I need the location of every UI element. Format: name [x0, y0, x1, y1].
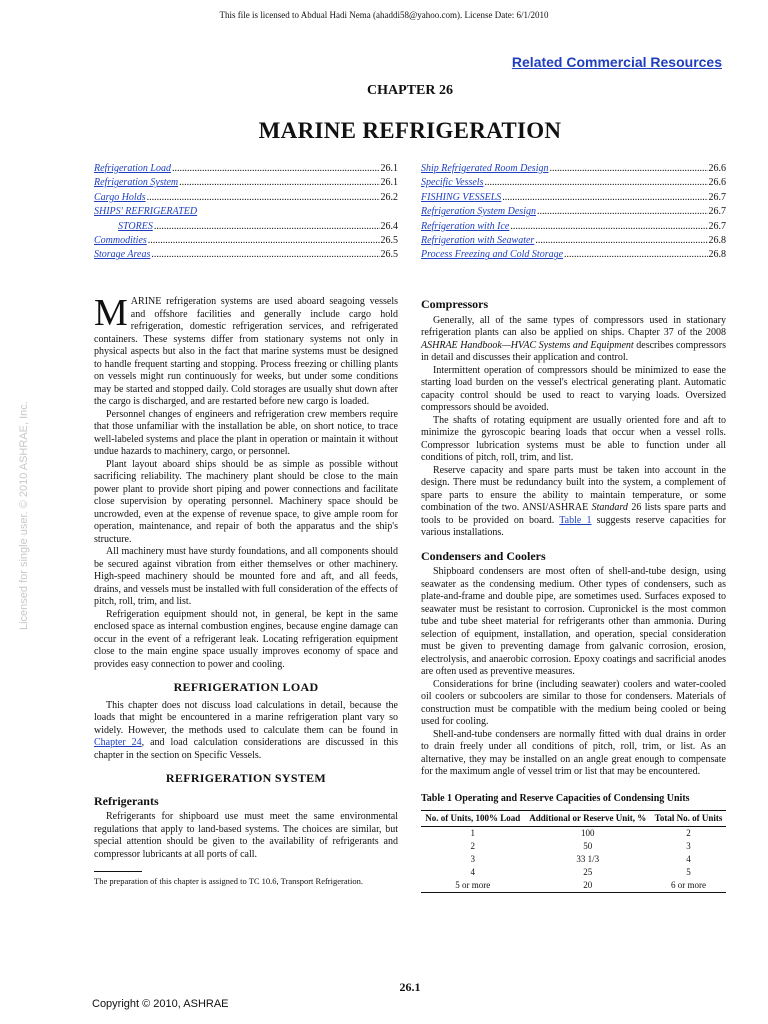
capacity-table [421, 810, 726, 893]
table-row: 5 or more 20 6 or more [421, 879, 726, 893]
toc-item[interactable]: Refrigeration System Design ..... 26.7 [421, 205, 726, 219]
section-heading-system: REFRIGERATION SYSTEM [165, 771, 327, 785]
left-column [94, 292, 398, 887]
footnote: The preparation of this chapter is assigned to TC 10.6, Transport Refrigeration. [94, 876, 363, 886]
toc-item[interactable]: SHIPS' REFRIGERATED [94, 206, 198, 218]
paragraph: Intermittent operation of compressors should be minimized to ease the starting load burden on the vessel's electrical generating plant. Automatic capacity control should be used to react to varying loads. Oversized compressors should be avoided. [421, 364, 726, 413]
paragraph: All machinery must have sturdy foundations, and all components should be secured against vibration from either themselves or other machinery. High-speed machinery should be mounted fore and aft, and all feeds, drains, and vessels must be installed with full consideration of the effects of pitch, roll, trim, and list. [94, 546, 398, 607]
toc-item[interactable]: Specific Vessels ..... 26.6 [421, 176, 726, 190]
paragraph: Plant layout aboard ships should be as simple as possible without sacrificing reliability. The machinery plant should be close to the main power plant to provide short piping and power connections and facilitate close supervision by operating personnel. Machinery space should be uncrowded, even at the expense of revenue space, to give ample room for operation, maintenance, and repair of both the apparatus and the ship's structure. [94, 458, 398, 545]
drop-cap: M [94, 292, 128, 334]
paragraph: This chapter does not discuss load calculations in detail, because the loads that might be encountered in a marine refrigeration plant vary so widely. However, the methods used to calculate them can be found in Chapter 24, and load calculation considerations are discussed in this chapter in the section on Specific Vessels. [94, 699, 398, 761]
toc-item[interactable]: Refrigeration Load ..... 26.1 [94, 162, 398, 176]
table-row: 4 25 5 [470, 867, 691, 877]
right-column [421, 298, 726, 893]
paragraph: Generally, all of the same types of compressors used in stationary refrigeration plants can also be applied on ships. Chapter 37 of the 2008 ASHRAE Handbook—HVAC Systems and Equipment describes compressors in detail and discusses their application and control. [421, 314, 726, 363]
paragraph: Shipboard condensers are most often of shell-and-tube design, using seawater as the condensing medium. Other types of condensers, such as plate-and-frame and double pipe, are sometimes used. Surfaces exposed to seawater must be resistant to corrosion. Cupronickel is the most common tube and tube sheet material for refrigerants other than ammonia. During selection of equipment, installation, and operation, special consideration must be given to preventing damage from galvanic corrosion, erosion, electrolysis, and anaerobic corrosion. Epoxy coatings and sacrificial anodes are often used as preventive measures. [421, 566, 726, 677]
toc-item[interactable]: Refrigeration with Ice ..... 26.7 [421, 220, 726, 234]
section-heading-load: REFRIGERATION LOAD [173, 680, 319, 694]
table-row: 2 50 3 [470, 841, 691, 851]
toc-left [94, 162, 398, 263]
license-notice: This file is licensed to Abdual Hadi Nema (ahaddi58@yahoo.com). License Date: 6/1/2010 [219, 10, 549, 20]
intro-paragraph: MARINE refrigeration systems are used aboard seagoing vessels and offshore facilities and generally include cargo hold refrigeration, domestic refrigeration services, and refrigerated containers. These systems differ from stationary systems not only in physical aspects but also in the fact that marine systems must be designed to handle frequent starting and stopping. Process freezing or chilling plants on vessels might run continuously for weeks, but under some conditions may be started and stopped daily. Cold storages are usually shut down after the cargo is discharged, and are restarted before new cargo is loaded. [94, 292, 398, 407]
license-watermark: Licensed for single user. © 2010 ASHRAE, Inc. [18, 401, 30, 630]
subheading-condensers: Condensers and Coolers [421, 548, 546, 563]
toc-item[interactable]: FISHING VESSELS ..... 26.7 [421, 191, 726, 205]
table-header: No. of Units, 100% Load [421, 811, 524, 827]
paragraph: Reserve capacity and spare parts must be taken into account in the design. There must be redundancy built into the system, a complement of spare parts to ensure the ability to maintain temperature, or some combination of the two. ANSI/ASHRAE Standard 26 lists spare parts and tools to be provided on board. Table 1 suggests reserve capacities for various installations. [421, 464, 727, 538]
chapter-number: CHAPTER 26 [367, 83, 453, 98]
paragraph: The shafts of rotating equipment are usually oriented fore and aft to minimize the gyroscopic bearing loads that occur when a vessel rolls. Compressor lubrication systems must be able to function under all conditions of pitch, roll, trim, and list. [421, 414, 726, 463]
toc-item[interactable]: Ship Refrigerated Room Design ..... 26.6 [421, 162, 726, 176]
table-row: 1 100 2 [470, 828, 691, 838]
paragraph: Considerations for brine (including seawater) coolers and water-cooled oil coolers or subcoolers are similar to those for condensers. Materials of construction must be compatible with the medium being cooled or being used for cooling. [421, 678, 726, 727]
toc-right [421, 162, 726, 263]
related-resources-link[interactable]: Related Commercial Resources [511, 54, 722, 70]
toc-item[interactable]: Commodities ..... 26.5 [94, 234, 398, 248]
toc-item[interactable]: Process Freezing and Cold Storage ..... 26.8 [421, 248, 726, 262]
footnote-rule [94, 871, 142, 872]
subheading-refrigerants: Refrigerants [94, 793, 159, 808]
table-header: Total No. of Units [651, 811, 726, 827]
paragraph: Shell-and-tube condensers are normally fitted with dual drains in order to drain freely under all conditions of pitch, roll, trim, or list. As an alternative, they may be installed on an angle great enough to compensate for the maximum angle of vessel trim or list that may be encountered. [421, 728, 726, 777]
table-caption: Table 1 Operating and Reserve Capacities of Condensing Units [421, 792, 690, 804]
toc-item[interactable]: Refrigeration with Seawater ..... 26.8 [421, 234, 726, 248]
toc-item[interactable]: Cargo Holds ..... 26.2 [94, 191, 398, 205]
toc-item[interactable]: Storage Areas ..... 26.5 [94, 248, 398, 262]
paragraph: Refrigeration equipment should not, in general, be kept in the same enclosed space as internal combustion engines, because engine damage can occur in the event of a refrigerant leak. Locating refrigeration equipment close to the main engine space usually improves economy of space and provides easy connection to power and cooling. [94, 608, 398, 670]
table-1-link[interactable]: Table 1 [559, 514, 592, 526]
toc-item[interactable]: Refrigeration System ..... 26.1 [94, 176, 398, 190]
subheading-compressors: Compressors [421, 297, 489, 311]
paragraph: Personnel changes of engineers and refrigeration crew members require that those unfamiliar with the installation be able, on short notice, to trace well-labeled systems and place the plant in operation or maintain it without undue hazards to machinery, cargo, or personnel. [94, 408, 398, 457]
copyright-notice: Copyright © 2010, ASHRAE [92, 998, 229, 1010]
paragraph: Refrigerants for shipboard use must meet the same environmental regulations that apply to land-based systems. The choices are similar, but special attention should be given to the availability of refrigerants and compressor lubricants at all ports of call. [94, 811, 398, 860]
table-header: Additional or Reserve Unit, % [524, 811, 651, 827]
table-row: 3 33 1/3 4 [470, 854, 691, 864]
page-number: 26.1 [399, 980, 421, 994]
chapter-24-link[interactable]: Chapter 24 [94, 737, 142, 748]
toc-item[interactable]: STORES ..... 26.4 [94, 220, 398, 234]
page-title: MARINE REFRIGERATION [258, 118, 562, 143]
